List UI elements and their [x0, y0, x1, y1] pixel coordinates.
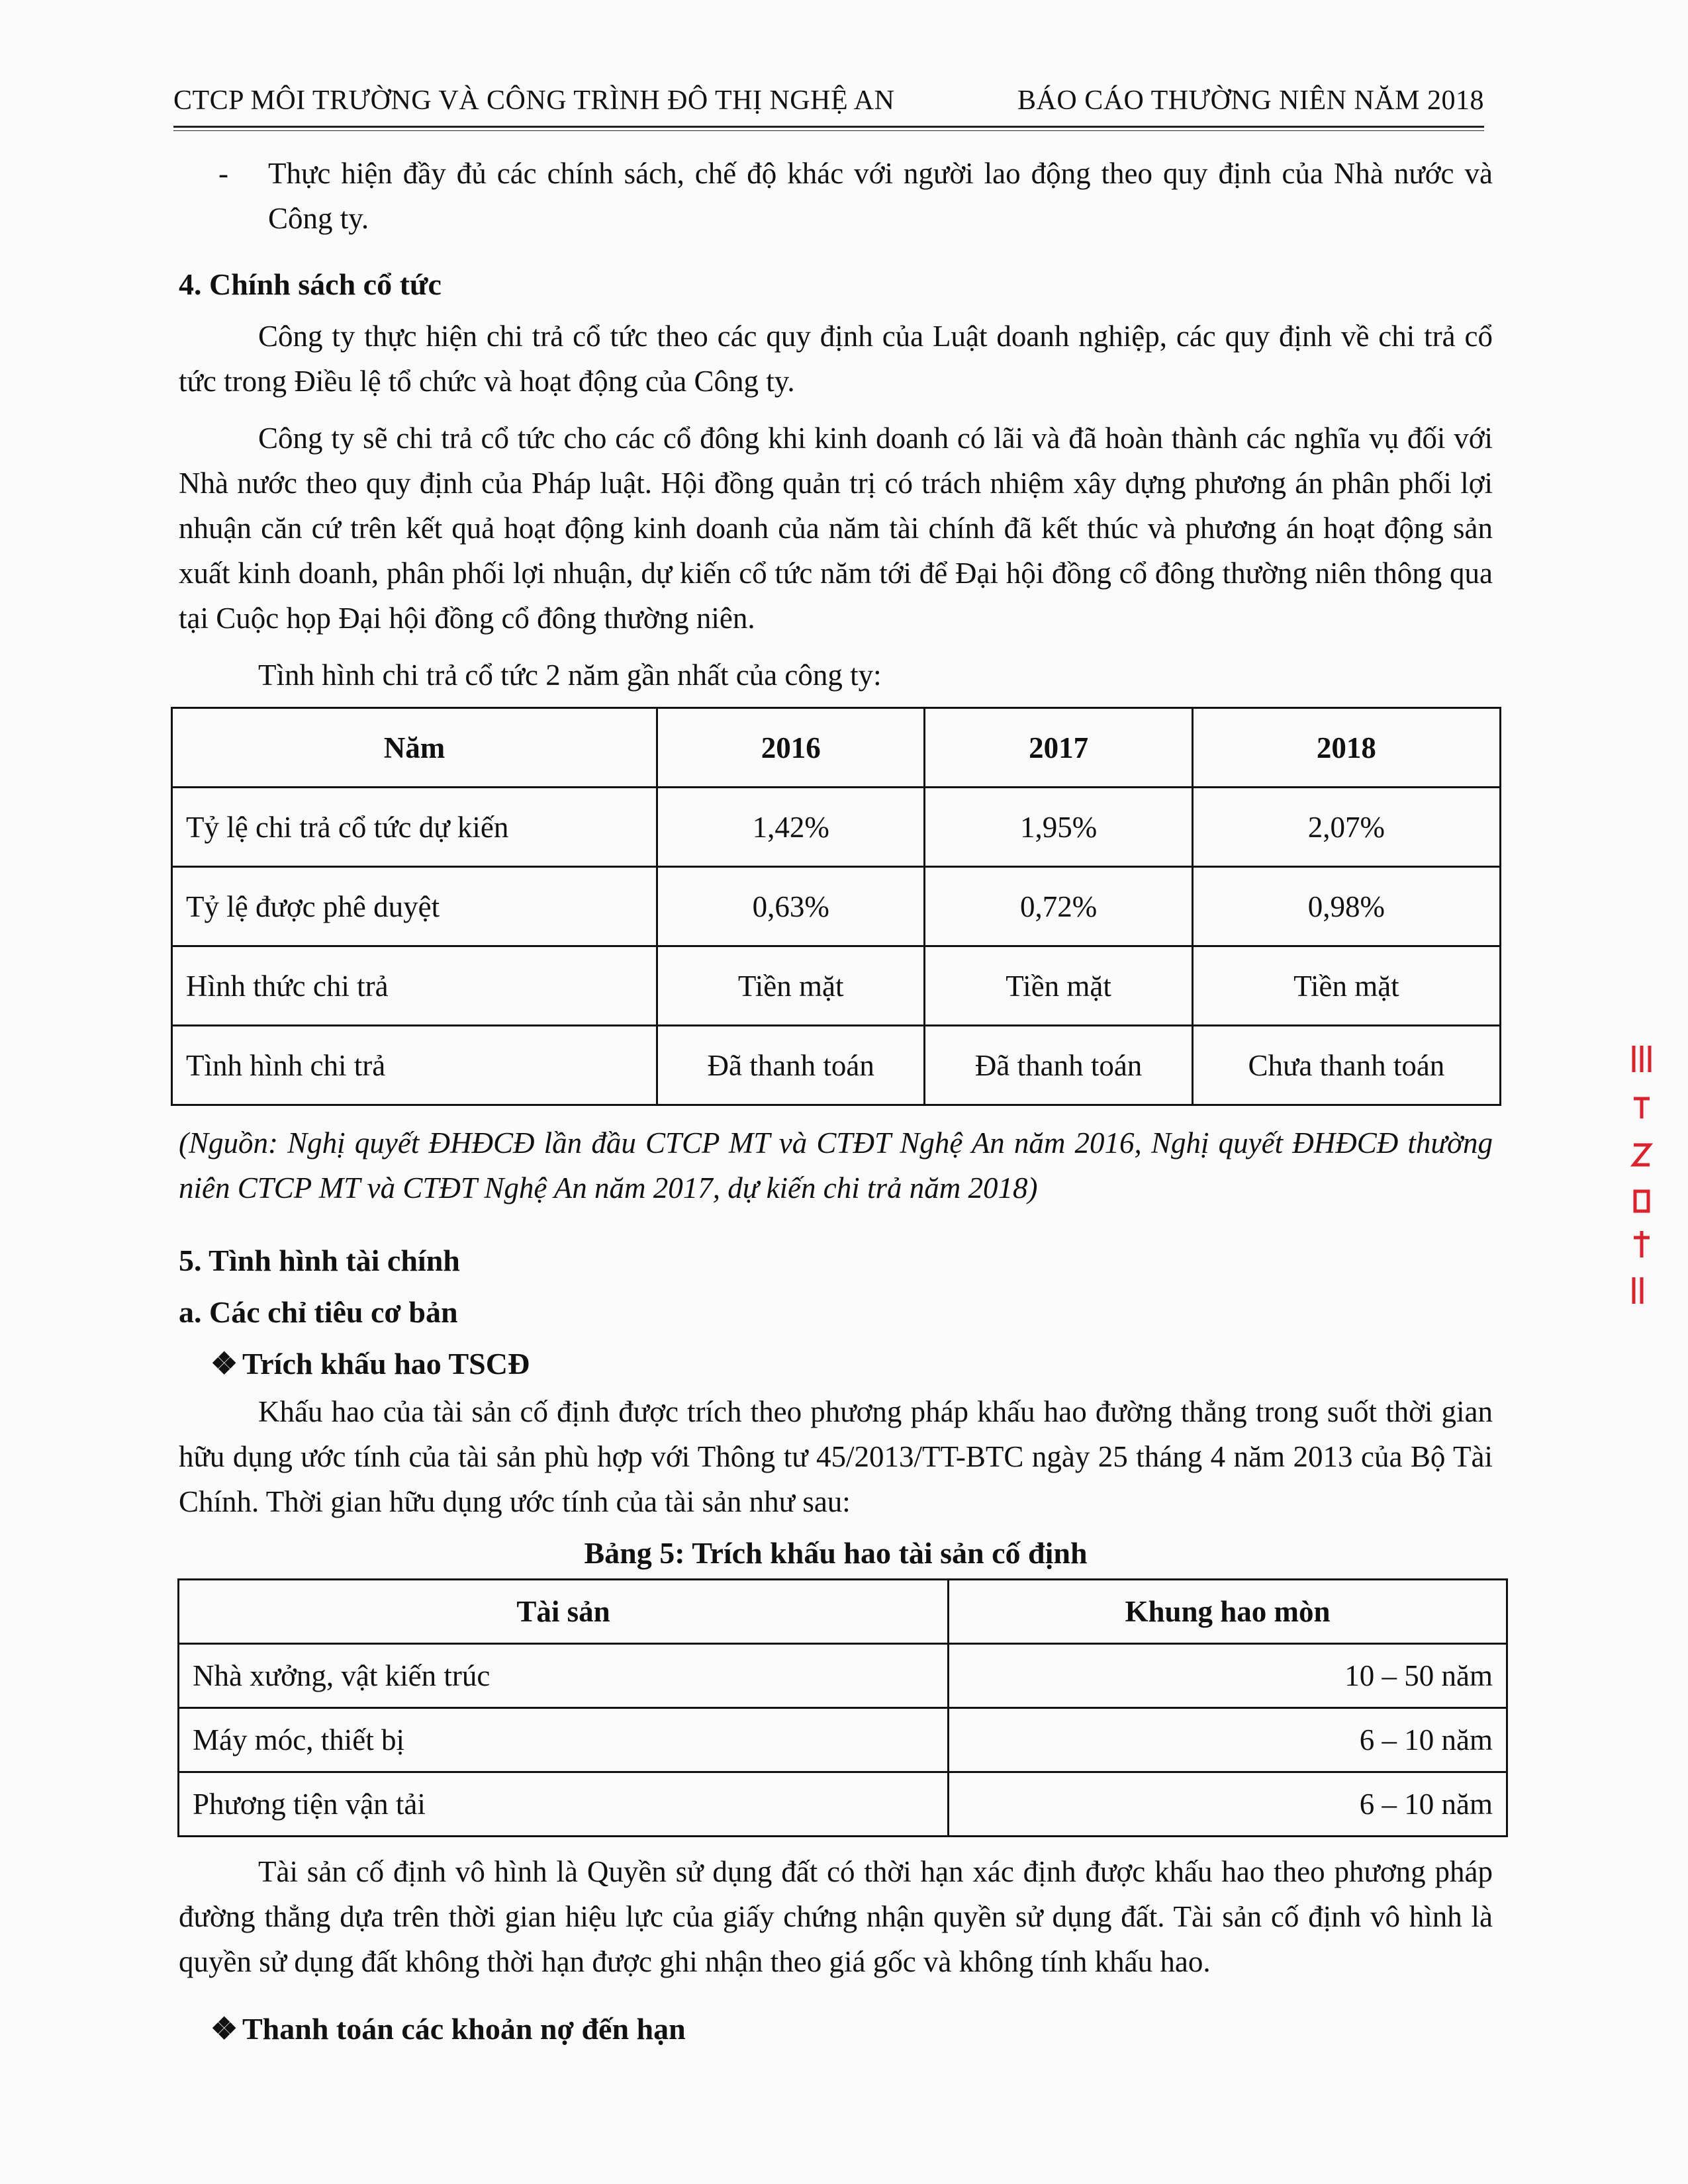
table-cell: 0,72% — [925, 867, 1192, 946]
table-row — [179, 1644, 1507, 1708]
section-4-title: 4. Chính sách cổ tức — [179, 267, 442, 301]
section-4-paragraph-3: Tình hình chi trả cổ tức 2 năm gần nhất của công ty: — [258, 659, 882, 692]
table-cell: Phương tiện vận tải — [179, 1772, 949, 1837]
diamond-bullet-icon: ❖ — [211, 2012, 238, 2046]
subsection-depreciation-title: Trích khấu hao TSCĐ — [242, 1347, 530, 1381]
dividend-table-source: (Nguồn: Nghị quyết ĐHĐCĐ lần đầu CTCP MT và CTĐT Nghệ An năm 2016, Nghị quyết ĐHĐCĐ thường niên CTCP MT và CTĐT Nghệ An năm 2017, dự kiến chi trả năm 2018) — [179, 1126, 1493, 1205]
table-header-cell: 2018 — [1192, 708, 1500, 788]
table-header-row — [179, 1580, 1507, 1644]
stamp-marks-icon — [1628, 1039, 1655, 1317]
table-cell: 10 – 50 năm — [949, 1644, 1507, 1708]
section-5-title: 5. Tình hình tài chính — [179, 1244, 460, 1277]
depreciation-table — [177, 1578, 1508, 1837]
table-cell: 0,63% — [657, 867, 925, 946]
table-cell: Tiền mặt — [1192, 946, 1500, 1026]
table-cell: 6 – 10 năm — [949, 1708, 1507, 1772]
table-cell: 2,07% — [1192, 788, 1500, 867]
table-header-cell: Tài sản — [179, 1580, 949, 1644]
table-cell: 1,95% — [925, 788, 1192, 867]
dividend-table — [171, 707, 1501, 1106]
diamond-bullet-icon: ❖ — [211, 1347, 238, 1381]
subsection-depreciation — [179, 1342, 1493, 1387]
table-cell: Máy móc, thiết bị — [179, 1708, 949, 1772]
subsection-debt-payment — [179, 2007, 1493, 2052]
header-divider — [173, 126, 1484, 131]
bullet-dash: - — [218, 157, 228, 190]
table-cell: Tiền mặt — [925, 946, 1192, 1026]
table-cell: Tiền mặt — [657, 946, 925, 1026]
table-cell: Đã thanh toán — [925, 1026, 1192, 1105]
table-cell: Tình hình chi trả — [172, 1026, 657, 1105]
section-4-paragraph-2: Công ty sẽ chi trả cổ tức cho các cổ đông khi kinh doanh có lãi và đã hoàn thành các nghĩa vụ đối với Nhà nước theo quy định của Pháp luật. Hội đồng quản trị có trách nhiệm xây dựng phương án phân phối lợi nhuận căn cứ trên kết quả hoạt động kinh doanh của năm tài chính đã kết thúc và phương án hoạt động sản xuất kinh doanh, phân phối lợi nhuận, dự kiến cổ tức năm tới để Đại hội đồng cổ đông thường niên thông qua tại Cuộc họp Đại hội đồng cổ đông thường niên. — [179, 422, 1493, 635]
table-header-cell: 2016 — [657, 708, 925, 788]
table-row — [179, 1708, 1507, 1772]
section-4-paragraph-1: Công ty thực hiện chi trả cổ tức theo các quy định của Luật doanh nghiệp, các quy định về chi trả cổ tức trong Điều lệ tổ chức và hoạt động của Công ty. — [179, 320, 1493, 398]
table-cell: Tỷ lệ chi trả cổ tức dự kiến — [172, 788, 657, 867]
table-row — [179, 1772, 1507, 1837]
table-cell: 1,42% — [657, 788, 925, 867]
table-row — [172, 1026, 1501, 1105]
depreciation-table-caption: Bảng 5: Trích khấu hao tài sản cố định — [584, 1536, 1088, 1570]
header-report-title: BÁO CÁO THƯỜNG NIÊN NĂM 2018 — [1017, 85, 1484, 116]
table-header-cell: 2017 — [925, 708, 1192, 788]
table-header-row — [172, 708, 1501, 788]
table-cell: Nhà xưởng, vật kiến trúc — [179, 1644, 949, 1708]
table-header-cell: Năm — [172, 708, 657, 788]
table-row — [172, 946, 1501, 1026]
section-5a-title: a. Các chỉ tiêu cơ bản — [179, 1295, 458, 1329]
page-content — [179, 151, 1493, 2054]
table-cell: Chưa thanh toán — [1192, 1026, 1500, 1105]
table-cell: 0,98% — [1192, 867, 1500, 946]
table-cell: Hình thức chi trả — [172, 946, 657, 1026]
subsection-debt-payment-title: Thanh toán các khoản nợ đến hạn — [242, 2012, 686, 2046]
intro-bullet — [179, 151, 1493, 241]
depreciation-paragraph: Khấu hao của tài sản cố định được trích theo phương pháp khấu hao đường thẳng trong suốt thời gian hữu dụng ước tính của tài sản phù hợp với Thông tư 45/2013/TT-BTC ngày 25 tháng 4 năm 2013 của Bộ Tài Chính. Thời gian hữu dụng ước tính của tài sản như sau: — [179, 1395, 1493, 1518]
table-row — [172, 788, 1501, 867]
table-header-cell: Khung hao mòn — [949, 1580, 1507, 1644]
intro-bullet-text: Thực hiện đầy đủ các chính sách, chế độ khác với người lao động theo quy định của Nhà nước và Công ty. — [268, 157, 1493, 235]
header-company: CTCP MÔI TRƯỜNG VÀ CÔNG TRÌNH ĐÔ THỊ NGHỆ AN — [173, 85, 895, 116]
table-cell: Tỷ lệ được phê duyệt — [172, 867, 657, 946]
table-cell: Đã thanh toán — [657, 1026, 925, 1105]
table-row — [172, 867, 1501, 946]
intangible-assets-paragraph: Tài sản cố định vô hình là Quyền sử dụng đất có thời hạn xác định được khấu hao theo phương pháp đường thẳng dựa trên thời gian hiệu lực của giấy chứng nhận quyền sử dụng đất. Tài sản cố định vô hình là quyền sử dụng đất không thời hạn được ghi nhận theo giá gốc và không tính khấu hao. — [179, 1855, 1493, 1978]
red-stamp-mark — [1628, 1039, 1655, 1328]
table-cell: 6 – 10 năm — [949, 1772, 1507, 1837]
